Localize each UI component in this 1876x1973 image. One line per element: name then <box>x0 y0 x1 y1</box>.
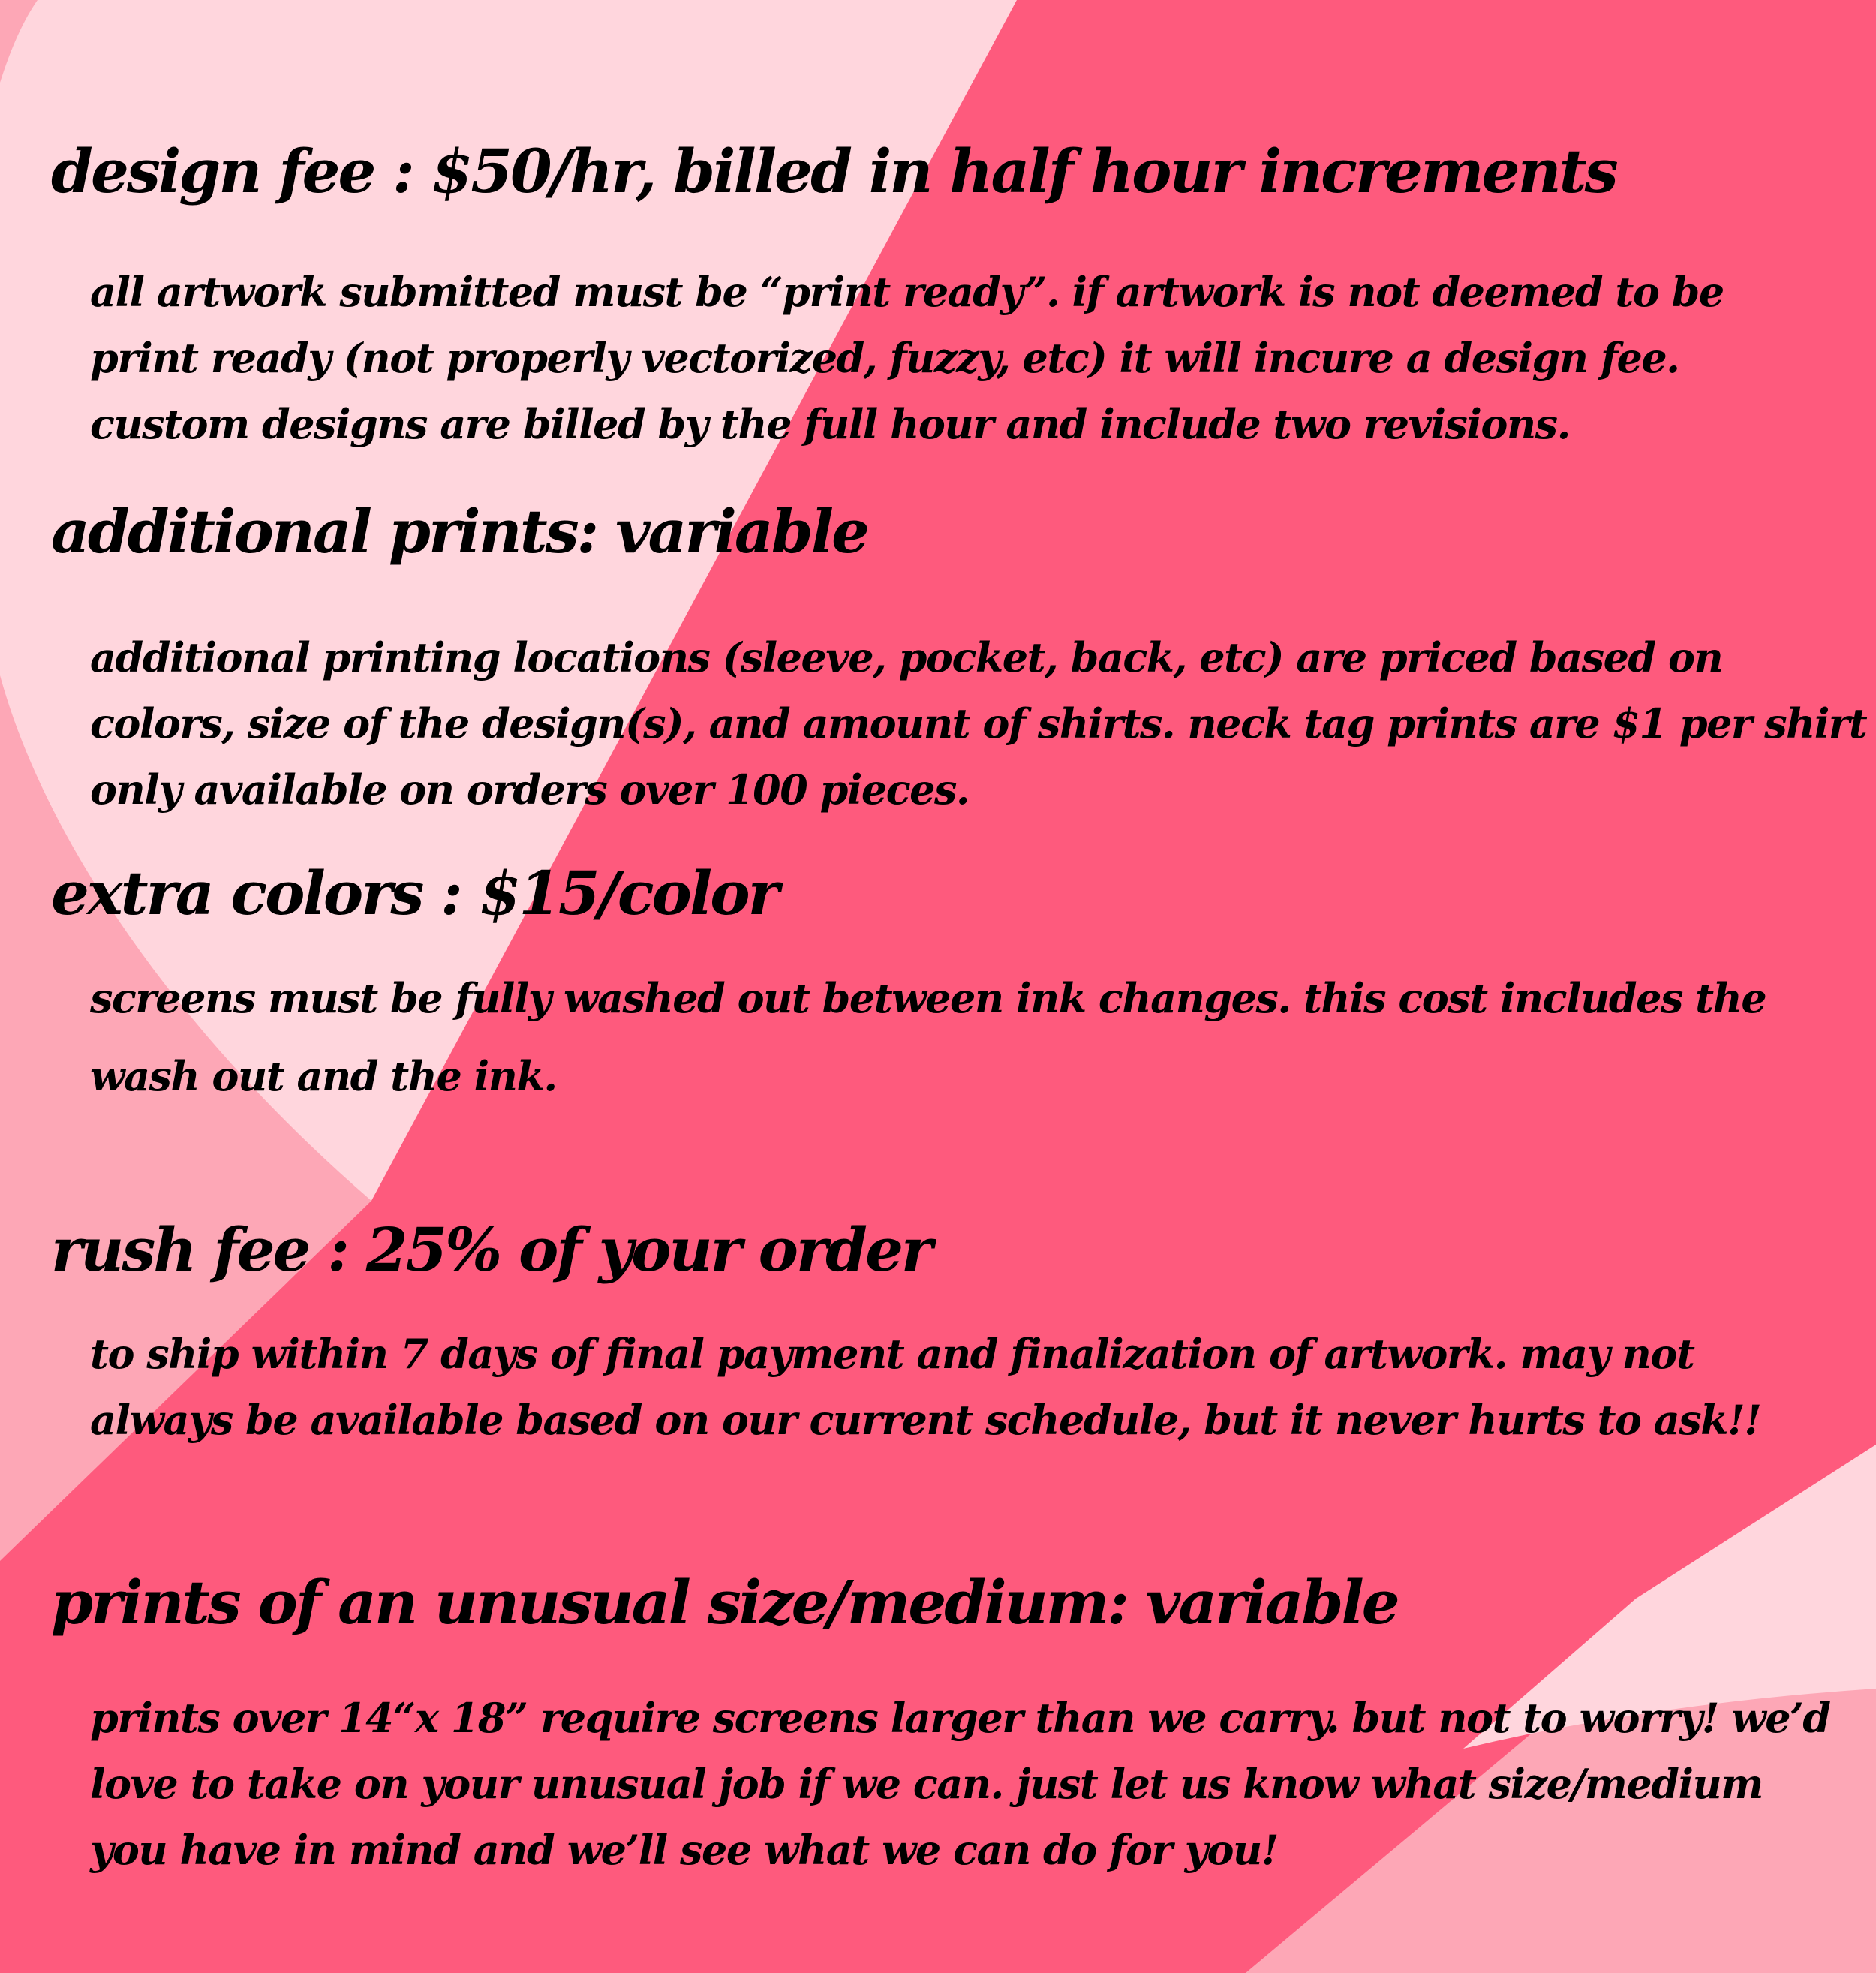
description-line: love to take on your unusual job if we can. just let us know what size/medium <box>90 1760 1763 1808</box>
description-line: wash out and the ink. <box>90 1052 557 1100</box>
description-line: all artwork submitted must be “print ready”. if artwork is not deemed to be <box>90 268 1724 316</box>
unusual-size-heading: prints of an unusual size/medium: variable <box>51 1567 1398 1638</box>
description-line: prints over 14“x 18” require screens larger than we carry. but not to worry! we’d <box>90 1694 1830 1742</box>
design-fee-heading: design fee : $50/hr, billed in half hour increments <box>51 136 1616 206</box>
extra-colors-description <box>90 959 1766 1115</box>
description-line: screens must be fully washed out between ink changes. this cost includes the <box>90 974 1766 1022</box>
description-line: colors, size of the design(s), and amount of shirts. neck tag prints are $1 per shirt <box>90 699 1867 747</box>
description-line: print ready (not properly vectorized, fuzzy, etc) it will incure a design fee. <box>90 334 1679 382</box>
rush-fee-heading: rush fee : 25% of your order <box>51 1214 931 1285</box>
additional-prints-description <box>90 624 1866 823</box>
design-fee-description <box>90 259 1724 457</box>
rush-fee-description <box>90 1321 1760 1453</box>
description-line: custom designs are billed by the full hour and include two revisions. <box>90 400 1570 448</box>
additional-prints-heading: additional prints: variable <box>51 496 867 567</box>
description-line: always be available based on our current schedule, but it never hurts to ask!! <box>90 1396 1761 1444</box>
description-line: only available on orders over 100 pieces. <box>90 765 970 814</box>
extra-colors-heading: extra colors : $15/color <box>51 858 777 928</box>
description-line: to ship within 7 days of final payment and finalization of artwork. may not <box>90 1330 1694 1378</box>
description-line: you have in mind and we’ll see what we can do for you! <box>90 1826 1278 1874</box>
unusual-size-description <box>90 1685 1830 1883</box>
description-line: additional printing locations (sleeve, pocket, back, etc) are priced based on <box>90 633 1723 681</box>
